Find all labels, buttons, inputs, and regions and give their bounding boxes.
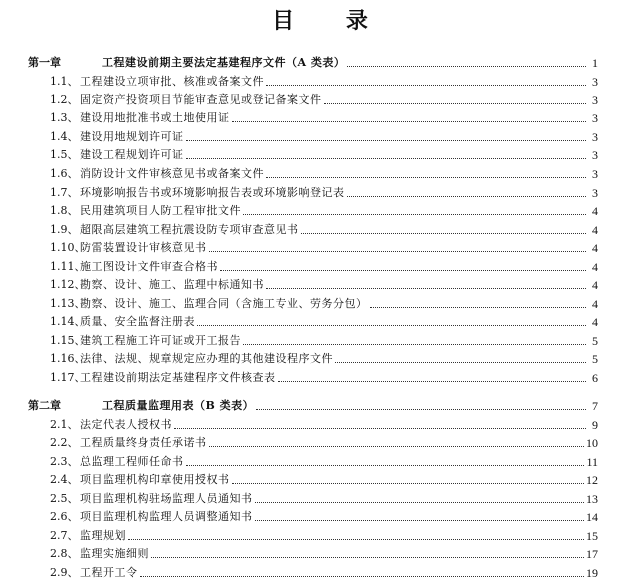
toc-entry-number: 2.8、	[50, 547, 79, 560]
toc-section-entry[interactable]	[50, 219, 598, 237]
dot-leader	[197, 325, 586, 326]
toc-section-entry[interactable]	[50, 367, 598, 385]
toc-page-number: 4	[592, 315, 598, 329]
toc-entry-title: 质量、安全监督注册表	[80, 315, 195, 328]
dot-leader	[243, 214, 586, 215]
toc-entry-number: 第二章	[28, 399, 61, 412]
toc-page-number: 3	[592, 186, 598, 200]
dot-leader	[186, 465, 585, 466]
toc-section-entry[interactable]	[50, 469, 598, 487]
toc-entry-title: 建设工程规划许可证	[80, 148, 184, 161]
toc-page-number: 4	[592, 204, 598, 218]
dot-leader	[266, 85, 586, 86]
toc-entry-number: 1.2、	[50, 93, 79, 106]
toc-page-number: 9	[592, 418, 598, 432]
dot-leader	[370, 307, 587, 308]
toc-section-entry[interactable]	[50, 256, 598, 274]
dot-leader	[186, 158, 587, 159]
dot-leader	[128, 539, 584, 540]
toc-page-number: 4	[592, 241, 598, 255]
toc-entry-title: 工程开工令	[80, 566, 138, 579]
toc-entry-title: 建设用地批准书或土地使用证	[80, 111, 230, 124]
toc-entry-title: 超限高层建筑工程抗震设防专项审查意见书	[80, 223, 299, 236]
toc-entry-number: 1.12、	[50, 278, 86, 291]
toc-entry-number: 1.4、	[50, 130, 79, 143]
toc-page-number: 13	[586, 492, 598, 506]
toc-section-entry[interactable]	[50, 348, 598, 366]
toc-chapter-entry[interactable]	[28, 395, 598, 413]
toc-entry-number: 1.1、	[50, 75, 79, 88]
toc-section-entry[interactable]	[50, 71, 598, 89]
toc-section-entry[interactable]	[50, 525, 598, 543]
toc-entry-title: 建设用地规划许可证	[80, 130, 184, 143]
dot-leader	[140, 576, 585, 577]
toc-section-entry[interactable]	[50, 562, 598, 580]
toc-section-entry[interactable]	[50, 237, 598, 255]
toc-page-number: 1	[592, 56, 598, 70]
toc-entry-number: 2.2、	[50, 436, 79, 449]
toc-entry-title: 防雷装置设计审核意见书	[80, 241, 207, 254]
toc-page-number: 10	[586, 436, 598, 450]
toc-section-entry[interactable]	[50, 144, 598, 162]
toc-page-number: 3	[592, 167, 598, 181]
toc-page-number: 5	[592, 334, 598, 348]
dot-leader	[266, 177, 586, 178]
toc-section-entry[interactable]	[50, 432, 598, 450]
toc-entry-title: 勘察、设计、施工、监理中标通知书	[80, 278, 264, 291]
toc-entry-title: 建筑工程施工许可证或开工报告	[80, 334, 241, 347]
toc-entry-title: 工程建设前期法定基建程序文件核查表	[80, 371, 276, 384]
toc-section-entry[interactable]	[50, 107, 598, 125]
toc-entry-title: 法定代表人授权书	[80, 418, 172, 431]
toc-entry-title: 施工图设计文件审查合格书	[80, 260, 218, 273]
toc-entry-title: 总监理工程师任命书	[80, 455, 184, 468]
toc-chapter-entry[interactable]	[28, 52, 598, 70]
toc-section-entry[interactable]	[50, 451, 598, 469]
toc-section-entry[interactable]	[50, 182, 598, 200]
dot-leader	[324, 103, 587, 104]
toc-entry-number: 2.5、	[50, 492, 79, 505]
toc-section-entry[interactable]	[50, 543, 598, 561]
toc-entry-title: 消防设计文件审核意见书或备案文件	[80, 167, 264, 180]
dot-leader	[209, 446, 585, 447]
toc-page-number: 3	[592, 130, 598, 144]
toc-section-entry[interactable]	[50, 330, 598, 348]
dot-leader	[255, 520, 585, 521]
toc-entry-number: 2.4、	[50, 473, 79, 486]
toc-section-entry[interactable]	[50, 163, 598, 181]
page-title: 目 录	[272, 8, 390, 34]
toc-page-number: 3	[592, 93, 598, 107]
toc-entry-title: 工程质量监理用表（B 类表）	[102, 399, 255, 412]
toc-entry-title: 监理实施细则	[80, 547, 149, 560]
toc-entry-number: 1.10、	[50, 241, 86, 254]
toc-entry-number: 2.1、	[50, 418, 79, 431]
toc-section-entry[interactable]	[50, 488, 598, 506]
toc-entry-title: 环境影响报告书或环境影响报告表或环境影响登记表	[80, 186, 345, 199]
toc-entry-title: 监理规划	[80, 529, 126, 542]
toc-section-entry[interactable]	[50, 311, 598, 329]
toc-section-entry[interactable]	[50, 414, 598, 432]
toc-page-number: 15	[586, 529, 598, 543]
toc-entry-number: 1.6、	[50, 167, 79, 180]
toc-entry-number: 1.9、	[50, 223, 79, 236]
toc-entry-title: 固定资产投资项目节能审查意见或登记备案文件	[80, 93, 322, 106]
toc-page-number: 12	[586, 473, 598, 487]
toc-page-number: 6	[592, 371, 598, 385]
dot-leader	[232, 121, 587, 122]
toc-entry-title: 项目监理机构监理人员调整通知书	[80, 510, 253, 523]
dot-leader	[220, 270, 586, 271]
toc-page-number: 11	[586, 455, 598, 469]
toc-entry-number: 1.17、	[50, 371, 86, 384]
toc-entry-title: 项目监理机构印章使用授权书	[80, 473, 230, 486]
toc-section-entry[interactable]	[50, 506, 598, 524]
toc-entry-number: 1.13、	[50, 297, 86, 310]
toc-entry-number: 第一章	[28, 56, 61, 69]
toc-page-number: 19	[586, 566, 598, 580]
toc-page-number: 17	[586, 547, 598, 561]
toc-page-number: 7	[592, 399, 598, 413]
dot-leader	[174, 428, 586, 429]
dot-leader	[335, 362, 586, 363]
toc-entry-number: 2.6、	[50, 510, 79, 523]
toc-entry-number: 2.3、	[50, 455, 79, 468]
toc-page-number: 4	[592, 260, 598, 274]
toc-entry-number: 1.15、	[50, 334, 86, 347]
toc-entry-number: 1.11、	[50, 260, 86, 273]
toc-entry-title: 工程建设前期主要法定基建程序文件（A 类表）	[102, 56, 346, 69]
toc-section-entry[interactable]	[50, 200, 598, 218]
toc-section-entry[interactable]	[50, 274, 598, 292]
toc-page-number: 3	[592, 148, 598, 162]
toc-page-number: 14	[586, 510, 598, 524]
toc-page-number: 5	[592, 352, 598, 366]
dot-leader	[347, 66, 586, 67]
toc-section-entry[interactable]	[50, 293, 598, 311]
toc-entry-title: 法律、法规、规章规定应办理的其他建设程序文件	[80, 352, 333, 365]
dot-leader	[232, 483, 585, 484]
dot-leader	[151, 557, 584, 558]
toc-entry-number: 1.7、	[50, 186, 79, 199]
toc-entry-title: 勘察、设计、施工、监理合同（含施工专业、劳务分包）	[80, 297, 368, 310]
toc-entry-number: 1.16、	[50, 352, 86, 365]
dot-leader	[256, 409, 586, 410]
toc-page-number: 4	[592, 278, 598, 292]
toc-entry-title: 项目监理机构驻场监理人员通知书	[80, 492, 253, 505]
toc-entry-title: 民用建筑项目人防工程审批文件	[80, 204, 241, 217]
toc-entry-number: 1.14、	[50, 315, 86, 328]
dot-leader	[266, 288, 586, 289]
toc-section-entry[interactable]	[50, 126, 598, 144]
dot-leader	[278, 381, 587, 382]
dot-leader	[243, 344, 586, 345]
dot-leader	[301, 233, 587, 234]
dot-leader	[347, 196, 587, 197]
toc-page-number: 3	[592, 75, 598, 89]
toc-entry-number: 1.3、	[50, 111, 79, 124]
toc-entry-number: 1.8、	[50, 204, 79, 217]
toc-entry-title: 工程建设立项审批、核准或备案文件	[80, 75, 264, 88]
toc-page-number: 3	[592, 111, 598, 125]
toc-entry-number: 2.7、	[50, 529, 79, 542]
toc-section-entry[interactable]	[50, 89, 598, 107]
toc-entry-number: 1.5、	[50, 148, 79, 161]
toc-page-number: 4	[592, 297, 598, 311]
toc-entry-number: 2.9、	[50, 566, 79, 579]
toc-page-number: 4	[592, 223, 598, 237]
dot-leader	[186, 140, 587, 141]
dot-leader	[255, 502, 585, 503]
toc-entry-title: 工程质量终身责任承诺书	[80, 436, 207, 449]
dot-leader	[209, 251, 587, 252]
